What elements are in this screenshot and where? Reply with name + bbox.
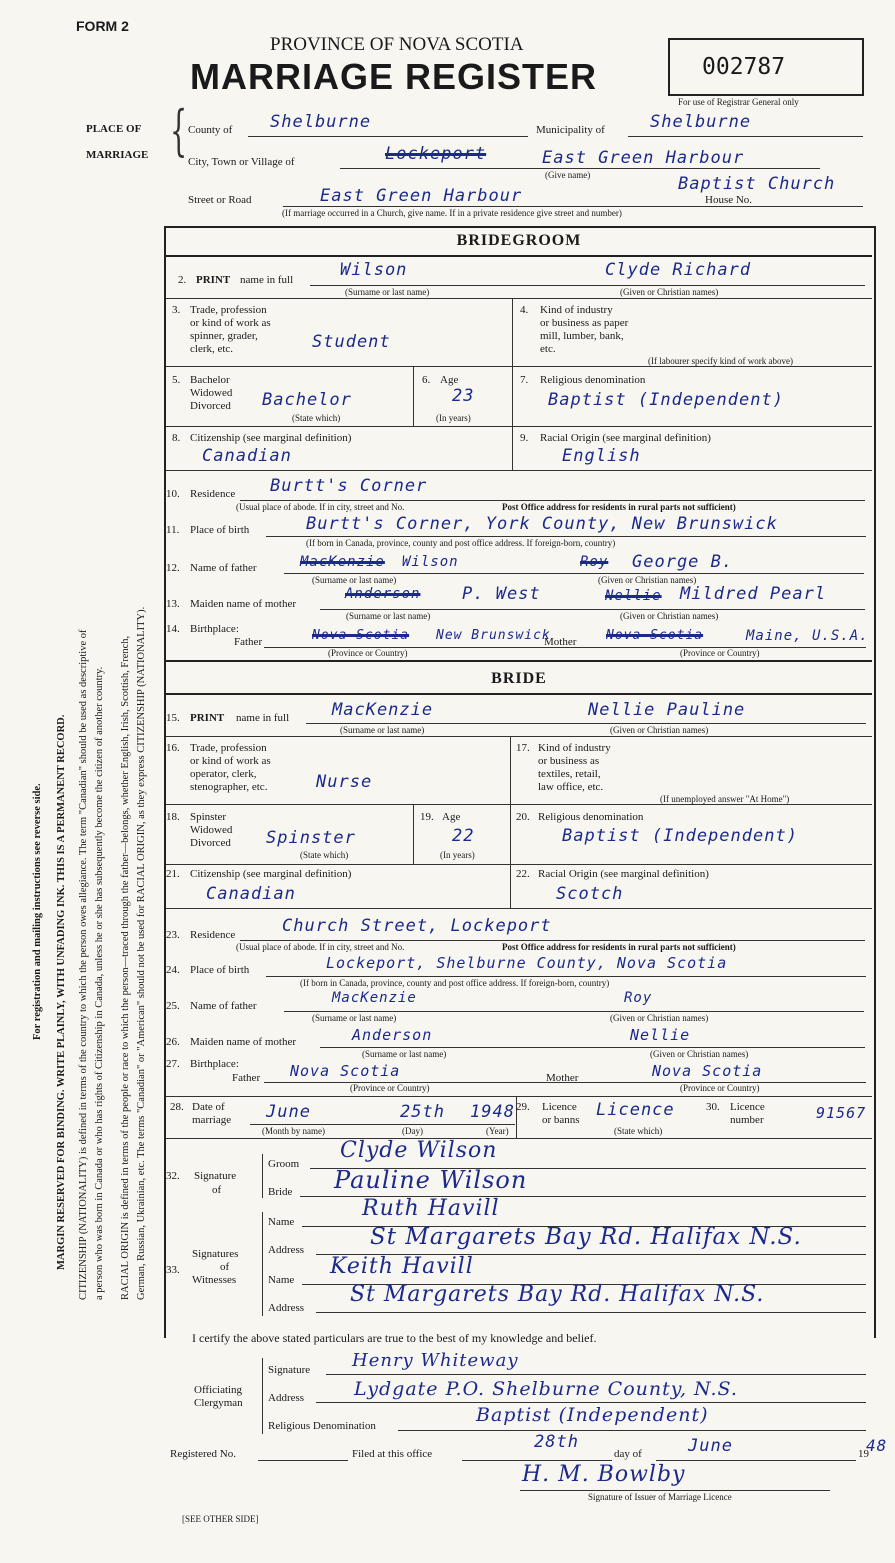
bride-bp-mother-label: Mother — [546, 1072, 579, 1084]
groom-industry-l3: mill, lumber, bank, — [540, 330, 624, 342]
bride-religion-value: Baptist (Independent) — [562, 826, 798, 846]
groom-bp-father-sub: (Province or Country) — [328, 648, 408, 658]
groom-bp-mother-sub: (Province or Country) — [680, 648, 760, 658]
bride-residence-value: Church Street, Lockeport — [282, 916, 552, 936]
licence-value: Licence — [596, 1100, 675, 1120]
marriage-day: 25th — [400, 1102, 445, 1122]
bride-racial-label: Racial Origin (see marginal definition) — [538, 868, 709, 880]
bride-trade-l3: operator, clerk, — [190, 768, 257, 780]
licno-l1: Licence — [730, 1101, 765, 1113]
groom-religion-num: 7. — [520, 374, 529, 386]
issuer-signature: H. M. Bowlby — [522, 1462, 686, 1487]
bride-bp-mother: Nova Scotia — [652, 1062, 763, 1080]
licence-num: 29. — [516, 1101, 530, 1113]
bride-bp-num: 27. — [166, 1058, 180, 1070]
groom-bp-father: New Brunswick — [436, 628, 551, 643]
place-of-label: PLACE OF — [86, 123, 142, 135]
groom-trade-l2: or kind of work as — [190, 317, 271, 329]
bride-sig-label: Bride — [268, 1186, 293, 1198]
groom-status-l3: Divorced — [190, 400, 231, 412]
w2-name-label: Name — [268, 1274, 295, 1286]
bride-trade-l2: or kind of work as — [190, 755, 271, 767]
bride-trade-num: 16. — [166, 742, 180, 754]
section-bride: BRIDE — [491, 670, 547, 687]
groom-status-num: 5. — [172, 374, 181, 386]
year-prefix: 19 — [858, 1448, 869, 1460]
w1-name: Ruth Havill — [362, 1196, 500, 1221]
bride-religion-num: 20. — [516, 811, 530, 823]
certify-text: I certify the above stated particulars are true to the best of my knowledge and belief. — [192, 1331, 597, 1345]
groom-industry-l1: Kind of industry — [540, 304, 613, 316]
bride-mother-given-sub: (Given or Christian names) — [650, 1049, 749, 1059]
licence-sub: (State which) — [614, 1126, 663, 1136]
marriage-date-l1: Date of — [192, 1101, 225, 1113]
officiating-denomination: Baptist (Independent) — [476, 1404, 709, 1426]
w2-name: Keith Havill — [330, 1254, 474, 1279]
groom-citizenship-value: Canadian — [202, 446, 292, 466]
marriage-day-sub: (Day) — [402, 1126, 423, 1136]
wit-num: 33. — [166, 1264, 180, 1276]
bride-bp-label: Birthplace: — [190, 1058, 239, 1070]
groom-residence-num: 10. — [166, 488, 180, 500]
house-label: House No. — [705, 194, 753, 206]
filed-month: June — [688, 1436, 733, 1456]
bride-mother-surname-sub: (Surname or last name) — [362, 1049, 447, 1059]
groom-trade-l1: Trade, profession — [190, 304, 267, 316]
bride-birth-value: Lockeport, Shelburne County, Nova Scotia — [326, 954, 728, 972]
margin-note-binding: MARGIN RESERVED FOR BINDING. WRITE PLAINLY, WITH UNFADING INK. THIS IS A PERMANENT RECORD. — [56, 714, 67, 1270]
wit-label3: Witnesses — [192, 1274, 237, 1286]
groom-mother-given-struck: Nellie — [605, 588, 662, 604]
marriage-year-sub: (Year) — [486, 1126, 509, 1136]
bride-industry-sub: (If unemployed answer "At Home") — [660, 794, 790, 804]
licno-num: 30. — [706, 1101, 720, 1113]
church-value: Baptist Church — [678, 174, 836, 194]
marriage-date-l2: marriage — [192, 1114, 232, 1126]
groom-status-sub: (State which) — [292, 413, 341, 423]
bride-age-value: 22 — [452, 826, 475, 846]
bride-residence-sub2: Post Office address for residents in rural parts not sufficient) — [502, 942, 736, 952]
groom-racial-value: English — [562, 446, 641, 466]
groom-father-num: 12. — [166, 562, 180, 574]
groom-bp-mother-struck: Nova Scotia — [606, 628, 704, 643]
groom-residence-value: Burtt's Corner — [270, 476, 428, 496]
groom-industry-l4: etc. — [540, 343, 556, 355]
groom-religion-label: Religious denomination — [540, 374, 646, 386]
bride-residence-sub: (Usual place of abode. If in city, street and No. — [236, 942, 405, 952]
bride-name-print: PRINT — [190, 712, 225, 724]
groom-racial-label: Racial Origin (see marginal definition) — [540, 432, 711, 444]
bride-citizenship-label: Citizenship (see marginal definition) — [190, 868, 352, 880]
groom-father-surname: Wilson — [402, 554, 459, 570]
bride-father-surname-sub: (Surname or last name) — [312, 1013, 397, 1023]
margin-note-racial: RACIAL ORIGIN is defined in terms of the people or race to which the person—traced through the father—belongs, whether English, Irish, Scottish, French, — [120, 635, 131, 1300]
place-brace: { — [170, 99, 188, 162]
w1-address-label: Address — [268, 1244, 305, 1256]
bride-name-label: name in full — [236, 712, 290, 724]
city-sub: (Give name) — [545, 170, 591, 180]
issuer-label: Signature of Issuer of Marriage Licence — [588, 1492, 732, 1502]
bride-surname: MacKenzie — [332, 700, 434, 720]
bride-status-value: Spinster — [266, 828, 356, 848]
bride-industry-l4: law office, etc. — [538, 781, 604, 793]
bride-citizenship-value: Canadian — [206, 884, 296, 904]
groom-name-label: name in full — [240, 274, 294, 286]
bride-bp-father: Nova Scotia — [290, 1062, 401, 1080]
bride-citizenship-num: 21. — [166, 868, 180, 880]
groom-mother-num: 13. — [166, 598, 180, 610]
groom-birth-sub: (If born in Canada, province, county and post office address. If foreign-born, country) — [306, 538, 616, 548]
bride-mother-num: 26. — [166, 1036, 180, 1048]
officiating-address: Lydgate P.O. Shelburne County, N.S. — [354, 1378, 738, 1400]
licence-l2: or banns — [542, 1114, 580, 1126]
bride-father-surname: MacKenzie — [332, 990, 417, 1006]
groom-status-l1: Bachelor — [190, 374, 230, 386]
wit-label2: of — [220, 1261, 230, 1273]
bride-trade-value: Nurse — [316, 772, 373, 792]
bride-bp-father-label: Father — [232, 1072, 261, 1084]
groom-given: Clyde Richard — [605, 260, 752, 280]
groom-bp-num: 14. — [166, 623, 180, 635]
groom-name-print: PRINT — [196, 274, 231, 286]
filed-label: Filed at this office — [352, 1448, 433, 1460]
county-value: Shelburne — [270, 112, 372, 132]
groom-bp-mother-label: Mother — [544, 636, 577, 648]
margin-note-citizenship-2: a person who was born in Canada or who has rights of Citizenship in Canada, unless he or she has subsequently become the citizen of another country. — [94, 666, 105, 1300]
city-value: East Green Harbour — [542, 148, 745, 168]
groom-age-label: Age — [440, 374, 459, 386]
groom-citizenship-label: Citizenship (see marginal definition) — [190, 432, 352, 444]
margin-note-citizenship: CITIZENSHIP (NATIONALITY) is defined in terms of the country to which the person owes allegiance. The term "Canadian" should be used as descriptive of — [78, 629, 89, 1300]
groom-birth-value: Burtt's Corner, York County, New Brunswick — [306, 514, 778, 534]
groom-status-l2: Widowed — [190, 387, 233, 399]
municipality-value: Shelburne — [650, 112, 752, 132]
groom-trade-l4: clerk, etc. — [190, 343, 234, 355]
groom-industry-sub: (If labourer specify kind of work above) — [648, 356, 793, 366]
groom-residence-sub2: Post Office address for residents in rural parts not sufficient) — [502, 502, 736, 512]
groom-bp-father-struck: Nova Scotia — [312, 628, 410, 643]
groom-mother-given: Mildred Pearl — [680, 584, 827, 604]
groom-father-label: Name of father — [190, 562, 257, 574]
groom-age-num: 6. — [422, 374, 431, 386]
bride-bp-father-sub: (Province or Country) — [350, 1083, 430, 1093]
bride-father-given: Roy — [624, 990, 653, 1006]
bride-industry-num: 17. — [516, 742, 530, 754]
wit-label1: Signatures — [192, 1248, 239, 1260]
groom-mother-surname: P. West — [462, 584, 541, 604]
groom-father-surname-sub: (Surname or last name) — [312, 575, 397, 585]
bride-racial-num: 22. — [516, 868, 530, 880]
city-label: City, Town or Village of — [188, 156, 295, 168]
licno-value: 91567 — [816, 1104, 867, 1122]
groom-status-value: Bachelor — [262, 390, 352, 410]
groom-birth-label: Place of birth — [190, 524, 250, 536]
groom-name-num: 2. — [178, 274, 187, 286]
bride-given-sub: (Given or Christian names) — [610, 725, 709, 735]
groom-trade-l3: spinner, grader, — [190, 330, 258, 342]
marriage-month-sub: (Month by name) — [262, 1126, 325, 1136]
registered-label: Registered No. — [170, 1448, 236, 1460]
officiating-label1: Officiating — [194, 1384, 243, 1396]
bride-birth-num: 24. — [166, 964, 180, 976]
groom-racial-num: 9. — [520, 432, 529, 444]
groom-birth-num: 11. — [166, 524, 180, 536]
groom-surname-sub: (Surname or last name) — [345, 287, 430, 297]
groom-bp-label: Birthplace: — [190, 623, 239, 635]
groom-trade-num: 3. — [172, 304, 181, 316]
city-struck-value: Lockeport — [385, 144, 487, 164]
groom-trade-value: Student — [312, 332, 391, 352]
see-other-side: [SEE OTHER SIDE] — [182, 1514, 259, 1524]
off-denom-label: Religious Denomination — [268, 1420, 376, 1432]
off-addr-label: Address — [268, 1392, 305, 1404]
w1-name-label: Name — [268, 1216, 295, 1228]
page-title: MARRIAGE REGISTER — [190, 56, 598, 97]
groom-signature: Clyde Wilson — [340, 1138, 498, 1163]
margin-note-registration: For registration and mailing instructions see reverse side. — [32, 783, 43, 1040]
filed-year: 48 — [866, 1436, 888, 1455]
bride-status-l1: Spinster — [190, 811, 227, 823]
form-number-label: FORM 2 — [76, 18, 129, 34]
day-of-label: day of — [614, 1448, 642, 1460]
bride-surname-sub: (Surname or last name) — [340, 725, 425, 735]
bride-age-sub: (In years) — [440, 850, 475, 860]
groom-father-given-struck: Roy — [580, 554, 609, 570]
bride-trade-l4: stenographer, etc. — [190, 781, 268, 793]
marriage-date-num: 28. — [170, 1101, 184, 1113]
bride-status-l3: Divorced — [190, 837, 231, 849]
bride-trade-l1: Trade, profession — [190, 742, 267, 754]
registrar-note: For use of Registrar General only — [678, 97, 799, 107]
bride-birth-sub: (If born in Canada, province, county and post office address. If foreign-born, country) — [300, 978, 610, 988]
register-number: 002787 — [702, 54, 786, 80]
groom-age-sub: (In years) — [436, 413, 471, 423]
off-sig-label: Signature — [268, 1364, 311, 1376]
groom-mother-label: Maiden name of mother — [190, 598, 296, 610]
groom-industry-l2: or business as paper — [540, 317, 629, 329]
bride-residence-label: Residence — [190, 929, 236, 941]
groom-surname: Wilson — [340, 260, 408, 280]
bride-status-sub: (State which) — [300, 850, 349, 860]
province-title: PROVINCE OF NOVA SCOTIA — [270, 34, 524, 55]
margin-note-racial-2: German, Russian, Ukrainian, etc. The terms "Canadian" or "American" should not be used for RACIAL ORIGIN, as they express CITIZENSHIP (NATIONALITY). — [136, 606, 147, 1300]
w2-address-label: Address — [268, 1302, 305, 1314]
groom-mother-surname-sub: (Surname or last name) — [346, 611, 431, 621]
groom-father-given: George B. — [632, 552, 734, 572]
street-label: Street or Road — [188, 194, 252, 206]
marriage-year: 1948 — [470, 1102, 515, 1122]
bride-status-l2: Widowed — [190, 824, 233, 836]
groom-citizenship-num: 8. — [172, 432, 181, 444]
bride-signature: Pauline Wilson — [334, 1166, 528, 1194]
bride-given: Nellie Pauline — [588, 700, 746, 720]
groom-father-given-sub: (Given or Christian names) — [598, 575, 697, 585]
groom-sig-label: Groom — [268, 1158, 300, 1170]
bride-age-num: 19. — [420, 811, 434, 823]
bride-religion-label: Religious denomination — [538, 811, 644, 823]
groom-residence-label: Residence — [190, 488, 236, 500]
marriage-label: MARRIAGE — [86, 149, 149, 161]
licence-l1: Licence — [542, 1101, 577, 1113]
bride-residence-num: 23. — [166, 929, 180, 941]
officiating-signature: Henry Whiteway — [352, 1350, 519, 1371]
groom-father-surname-struck: MacKenzie — [300, 554, 385, 570]
municipality-label: Municipality of — [536, 124, 605, 136]
bride-status-num: 18. — [166, 811, 180, 823]
street-sub: (If marriage occurred in a Church, give name. If in a private residence give street and number) — [282, 208, 622, 218]
marriage-month: June — [266, 1102, 311, 1122]
sig-num: 32. — [166, 1170, 180, 1182]
groom-industry-num: 4. — [520, 304, 529, 316]
bride-father-given-sub: (Given or Christian names) — [610, 1013, 709, 1023]
section-bridegroom: BRIDEGROOM — [456, 232, 582, 249]
bride-racial-value: Scotch — [556, 884, 624, 904]
groom-given-sub: (Given or Christian names) — [620, 287, 719, 297]
bride-birth-label: Place of birth — [190, 964, 250, 976]
bride-mother-given: Nellie — [630, 1026, 691, 1044]
bride-bp-mother-sub: (Province or Country) — [680, 1083, 760, 1093]
w1-address: St Margarets Bay Rd. Halifax N.S. — [370, 1224, 802, 1250]
bride-name-num: 15. — [166, 712, 180, 724]
groom-bp-father-label: Father — [234, 636, 263, 648]
bride-father-num: 25. — [166, 1000, 180, 1012]
groom-bp-mother: Maine, U.S.A. — [746, 628, 869, 644]
bride-age-label: Age — [442, 811, 461, 823]
groom-mother-surname-struck: Anderson — [345, 586, 421, 602]
street-value: East Green Harbour — [320, 186, 523, 206]
bride-father-label: Name of father — [190, 1000, 257, 1012]
groom-residence-sub: (Usual place of abode. If in city, street and No. — [236, 502, 405, 512]
register-number-box — [668, 38, 864, 96]
filed-day: 28th — [534, 1432, 579, 1452]
bride-mother-surname: Anderson — [352, 1026, 433, 1044]
officiating-label2: Clergyman — [194, 1397, 243, 1409]
sig-label1: Signature — [194, 1170, 237, 1182]
groom-religion-value: Baptist (Independent) — [548, 390, 784, 410]
groom-mother-given-sub: (Given or Christian names) — [620, 611, 719, 621]
licno-l2: number — [730, 1114, 764, 1126]
groom-age-value: 23 — [452, 386, 475, 406]
sig-label2: of — [212, 1184, 222, 1196]
bride-industry-l2: or business as — [538, 755, 600, 767]
w2-address: St Margarets Bay Rd. Halifax N.S. — [350, 1282, 765, 1307]
bride-industry-l1: Kind of industry — [538, 742, 611, 754]
bride-mother-label: Maiden name of mother — [190, 1036, 296, 1048]
bride-industry-l3: textiles, retail, — [538, 768, 601, 780]
county-label: County of — [188, 124, 233, 136]
